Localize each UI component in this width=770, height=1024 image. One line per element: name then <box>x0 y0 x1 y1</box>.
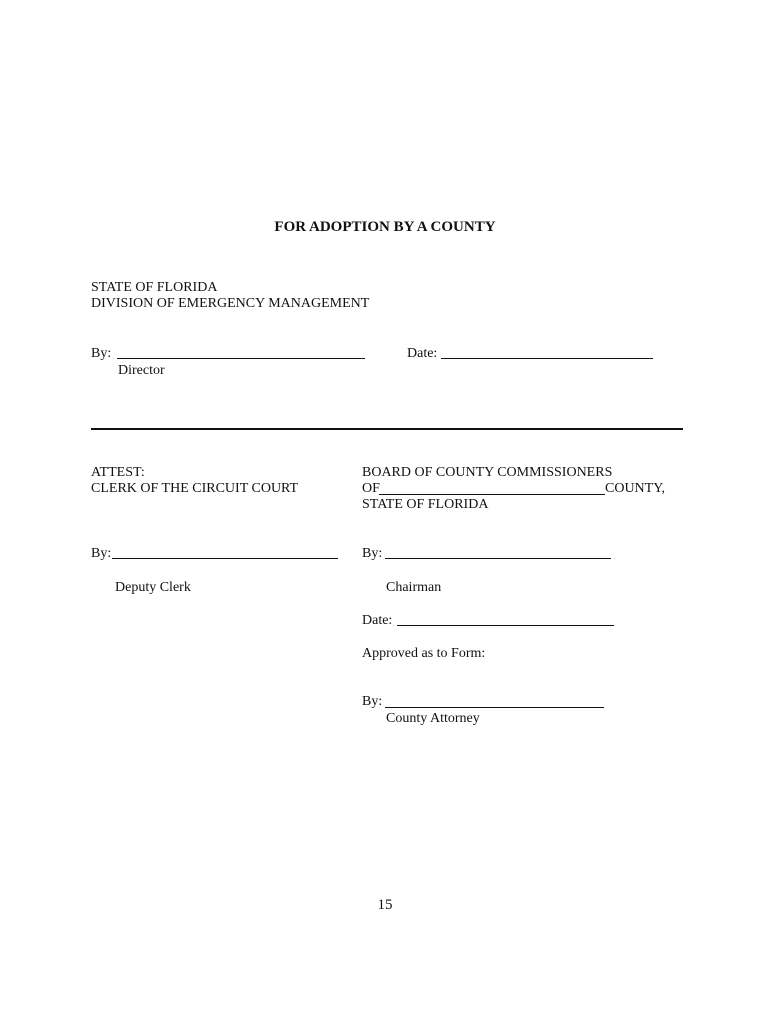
attorney-by-label: By: <box>362 694 383 709</box>
chairman-signature-line[interactable] <box>385 558 611 559</box>
state-of-florida-heading: STATE OF FLORIDA <box>91 280 218 295</box>
approved-as-to-form-label: Approved as to Form: <box>362 646 486 661</box>
director-by-label: By: <box>91 346 112 361</box>
page-number: 15 <box>377 897 393 913</box>
clerk-heading: CLERK OF THE CIRCUIT COURT <box>91 481 299 496</box>
board-heading: BOARD OF COUNTY COMMISSIONERS <box>362 465 613 480</box>
board-of-label: OF <box>362 481 380 496</box>
director-caption: Director <box>118 363 165 378</box>
division-heading: DIVISION OF EMERGENCY MANAGEMENT <box>91 296 370 311</box>
chairman-by-label: By: <box>362 546 383 561</box>
attorney-signature-line[interactable] <box>385 707 604 708</box>
director-date-line[interactable] <box>441 358 653 359</box>
attest-heading: ATTEST: <box>91 465 145 480</box>
board-date-label: Date: <box>362 613 393 628</box>
county-name-line[interactable] <box>379 494 605 495</box>
clerk-by-label: By: <box>91 546 112 561</box>
chairman-caption: Chairman <box>386 580 442 595</box>
clerk-signature-line[interactable] <box>112 558 338 559</box>
document-title: FOR ADOPTION BY A COUNTY <box>274 219 496 235</box>
director-date-label: Date: <box>407 346 438 361</box>
deputy-clerk-caption: Deputy Clerk <box>115 580 191 595</box>
board-county-label: COUNTY, <box>605 481 666 496</box>
board-date-line[interactable] <box>397 625 614 626</box>
board-state-label: STATE OF FLORIDA <box>362 497 489 512</box>
section-divider <box>91 428 683 430</box>
director-signature-line[interactable] <box>117 358 365 359</box>
county-attorney-caption: County Attorney <box>386 711 480 726</box>
